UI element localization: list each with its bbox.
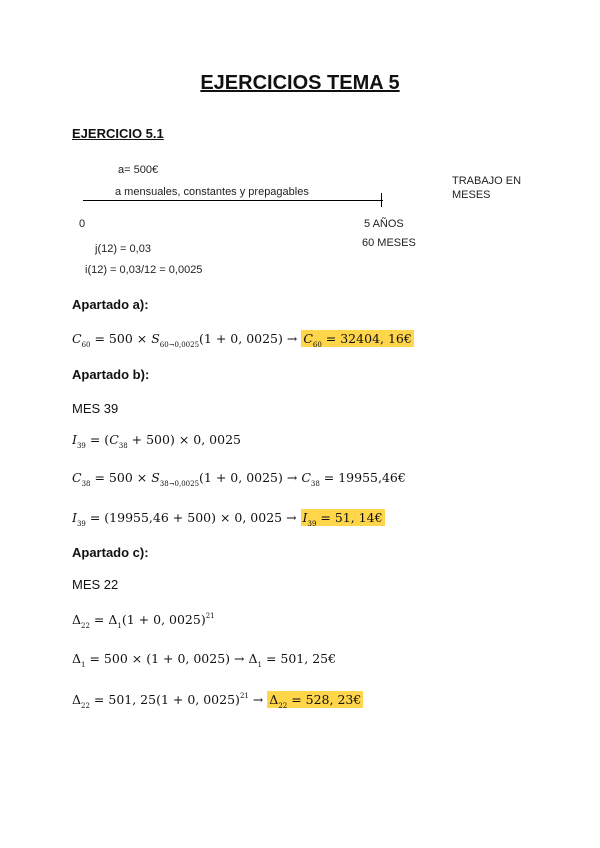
result-value: = 501, 25€: [261, 651, 337, 666]
subscript: 22: [81, 622, 90, 630]
timeline-end-years-label: 5 AÑOS: [364, 218, 404, 230]
apartado-b-heading: Apartado b):: [72, 367, 150, 382]
symbol-delta: Δ: [269, 692, 279, 707]
subscript: 60: [81, 341, 91, 349]
equation-text: (1 + 0, 0025) →: [199, 331, 302, 346]
equation-text: + 500) × 0, 0025: [127, 432, 241, 447]
subscript: 60¬0,0025: [159, 341, 200, 349]
month-39-label: MES 39: [72, 401, 119, 416]
subscript: 1: [257, 661, 262, 669]
result-value: = 51, 14€: [316, 510, 383, 525]
superscript: 21: [239, 692, 249, 700]
equation-text: = 500 × (1 + 0, 0025) →: [85, 651, 249, 666]
apartado-a-equation: [72, 331, 414, 349]
symbol-s: S: [151, 331, 160, 346]
subscript: 38: [81, 480, 91, 488]
subscript: 1: [81, 661, 86, 669]
symbol-delta: Δ: [248, 651, 258, 666]
symbol-delta: Δ: [72, 612, 82, 627]
symbol-c: C: [72, 331, 82, 346]
subscript: 1: [117, 622, 122, 630]
subscript: 22: [278, 702, 288, 710]
exercise-heading: EJERCICIO 5.1: [72, 126, 164, 141]
equation-text: = (19955,46 + 500) × 0, 0025 →: [85, 510, 301, 525]
symbol-c: C: [109, 432, 119, 447]
apartado-b-equation-1: [72, 432, 241, 450]
symbol-c: C: [301, 470, 311, 485]
timeline-axis: [83, 200, 383, 201]
subscript: 38: [310, 480, 320, 488]
symbol-i: I: [72, 432, 77, 447]
page-title: EJERCICIOS TEMA 5: [200, 72, 400, 94]
symbol-delta: Δ: [72, 651, 82, 666]
symbol-s: S: [151, 470, 160, 485]
result-value: = 528, 23€: [287, 692, 362, 707]
equation-text: = 500 ×: [90, 470, 152, 485]
subscript: 39: [76, 520, 86, 528]
highlighted-result: [301, 509, 385, 526]
subscript: 60: [312, 341, 322, 349]
timeline-end-tick: [381, 193, 382, 207]
equation-text: = 501, 25(1 + 0, 0025): [89, 692, 240, 707]
subscript: 39: [307, 520, 317, 528]
equation-text: (1 + 0, 0025): [121, 612, 206, 627]
payment-description-label: a mensuales, constantes y prepagables: [115, 186, 309, 198]
superscript: 21: [205, 612, 215, 620]
equation-text: = 500 ×: [90, 331, 152, 346]
apartado-a-heading: Apartado a):: [72, 297, 149, 312]
apartado-c-equation-2: [72, 651, 337, 669]
result-value: = 19955,46€: [319, 470, 406, 485]
equation-text: (1 + 0, 0025) →: [199, 470, 302, 485]
subscript: 39: [76, 442, 86, 450]
nominal-rate-label: j(12) = 0,03: [95, 243, 151, 255]
equation-text: = (: [85, 432, 110, 447]
payment-amount-label: a= 500€: [118, 164, 159, 176]
apartado-b-equation-2: [72, 470, 406, 488]
apartado-b-equation-3: [72, 510, 385, 528]
month-22-label: MES 22: [72, 577, 119, 592]
equation-text: →: [248, 692, 268, 707]
symbol-c: C: [303, 331, 313, 346]
effective-rate-label: i(12) = 0,03/12 = 0,0025: [85, 264, 203, 276]
timeline-end-months-label: 60 MESES: [362, 237, 416, 249]
highlighted-result: [301, 330, 414, 347]
apartado-c-equation-1: [72, 612, 215, 630]
symbol-i: I: [72, 510, 77, 525]
timeline-start-label: 0: [79, 218, 86, 230]
work-in-label: TRABAJO EN: [452, 175, 522, 187]
highlighted-result: [267, 691, 363, 708]
symbol-delta: Δ: [72, 692, 82, 707]
result-value: = 32404, 16€: [321, 331, 412, 346]
subscript: 22: [81, 702, 90, 710]
symbol-i: I: [302, 510, 308, 525]
months-label: MESES: [452, 189, 491, 201]
symbol-c: C: [72, 470, 82, 485]
equation-text: =: [89, 612, 109, 627]
symbol-delta: Δ: [108, 612, 118, 627]
subscript: 38¬0,0025: [159, 480, 200, 488]
apartado-c-equation-3: [72, 692, 363, 710]
subscript: 38: [118, 442, 128, 450]
apartado-c-heading: Apartado c):: [72, 545, 149, 560]
